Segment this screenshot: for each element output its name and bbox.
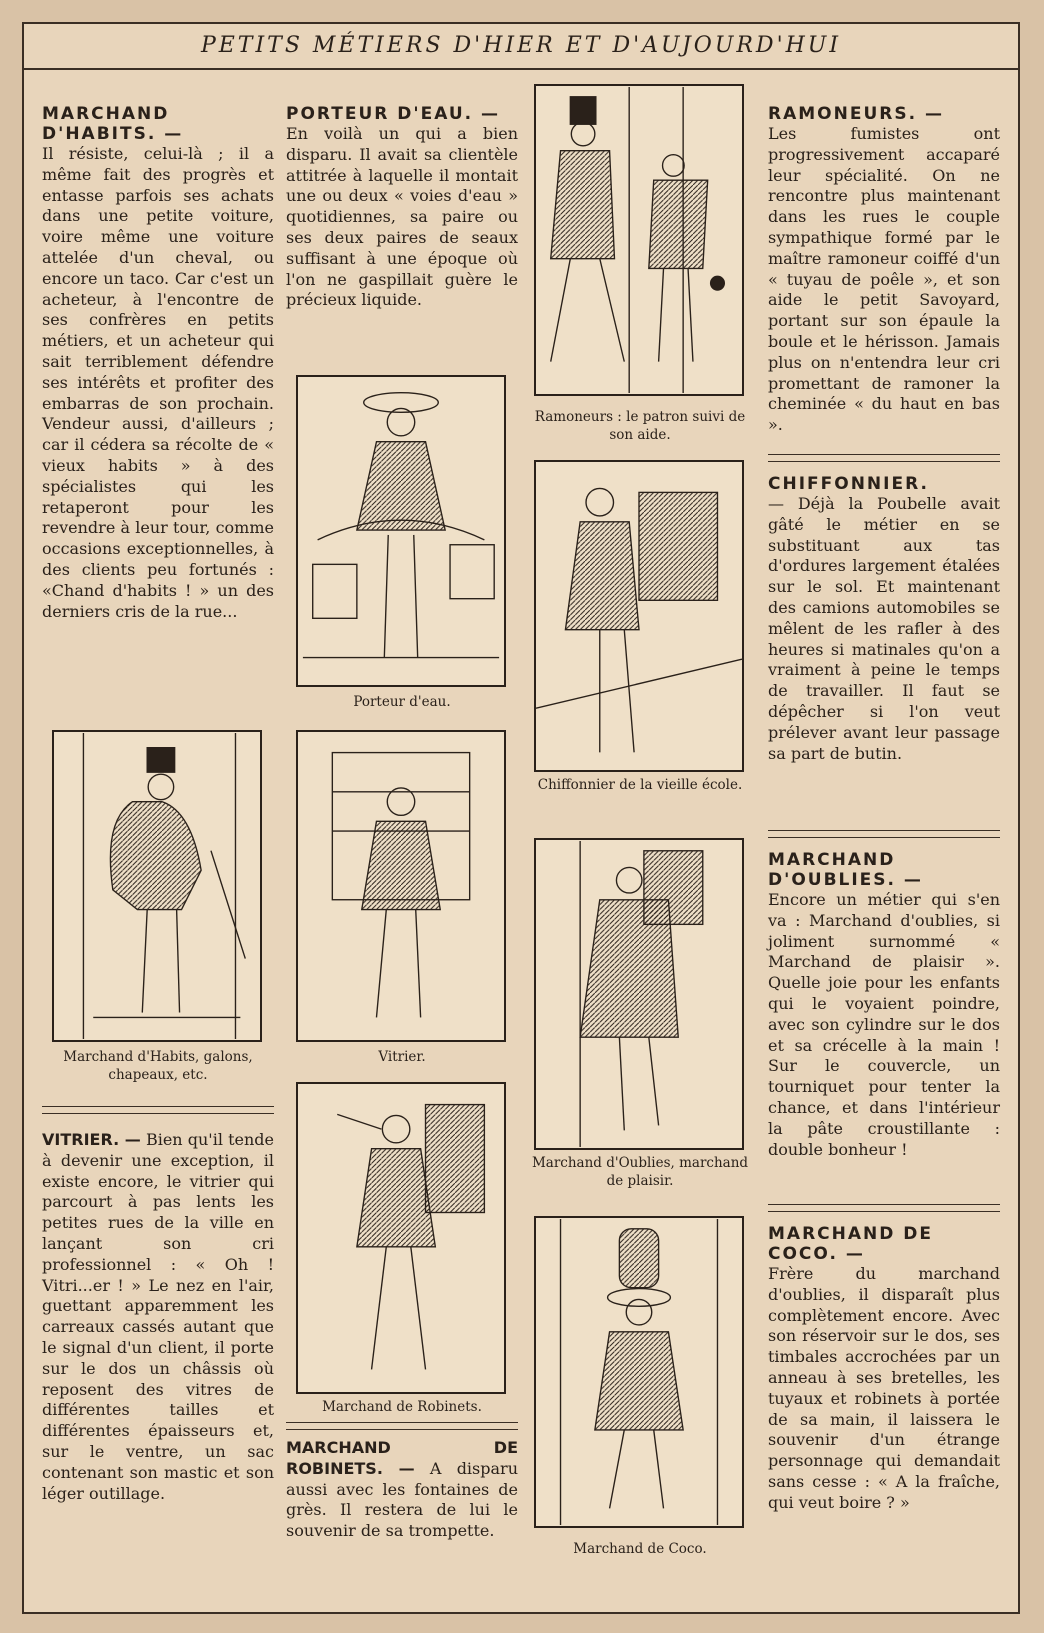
page: [22, 22, 1020, 1614]
engraving-image: [298, 732, 504, 1040]
article-title: VITRIER. —: [42, 1130, 141, 1149]
page-title: PETITS MÉTIERS D'HIER ET D'AUJOURD'HUI: [200, 33, 842, 58]
caption-marchand-habits: Marchand d'Habits, galons, chapeaux, etc.: [63, 1049, 253, 1083]
article-title: MARCHAND DE ROBINETS. —: [286, 1438, 518, 1478]
separator: [768, 454, 1000, 462]
engraving-image: [298, 1084, 504, 1392]
article-porteur-eau: [286, 104, 518, 311]
article-chiffonnier: [768, 474, 1000, 764]
caption-vitrier: Vitrier.: [378, 1049, 426, 1065]
article-title: RAMONEURS. —: [768, 104, 944, 124]
article-marchand-coco: [768, 1224, 1000, 1514]
separator: [42, 1106, 274, 1114]
article-ramoneurs: [768, 104, 1000, 436]
caption-marchand-oublies: Marchand d'Oublies, marchand de plaisir.: [531, 1155, 749, 1189]
illustration-marchand-coco: [534, 1216, 744, 1528]
caption-marchand-robinets: Marchand de Robinets.: [322, 1399, 482, 1415]
article-text: Frère du marchand d'oublies, il disparaît plus complètement encore. Avec son réservoir sur le dos, ses timbales accrochées par un anneau à ses bretelles, les tuyaux et robinets à portée de sa main, il laissera le souvenir d'un étrange personnage qui demandait sans cesse : « A la fraîche, qui veut boire ? »: [768, 1264, 1000, 1512]
engraving-image: [536, 1218, 742, 1526]
article-body: Bien qu'il tende à devenir une exception, il existe encore, le vitrier qui parcourt à pas lents les petites rues de la ville en lançant son cri professionnel : « Oh ! Vitri...er ! » Le nez en l'air, guettant apparemment les carreaux cassés autant que le signal d'un client, il porte sur le dos un châssis où reposent des vitres de différentes tailles et différentes épaisseurs et, sur le ventre, un sac contenant son mastic et son léger outillage.: [42, 1130, 274, 1503]
article-text: [286, 1438, 518, 1542]
engraving-image: [536, 462, 742, 770]
article-marchand-oublies: [768, 850, 1000, 1160]
caption-ramoneurs: Ramoneurs : le patron suivi de son aide.: [534, 409, 746, 443]
article-text: En voilà un qui a bien disparu. Il avait sa clientèle attitrée à laquelle il montait une ou deux « voies d'eau » quotidiennes, sa paire ou ses deux paires de seaux suffisant à une époque où l'on ne gaspillait guère le précieux liquide.: [286, 124, 518, 310]
article-title: MARCHAND D'HABITS. —: [42, 104, 184, 144]
engraving-image: [536, 86, 742, 394]
illustration-marchand-oublies: [534, 838, 744, 1150]
article-marchand-robinets: [286, 1438, 518, 1542]
illustration-chiffonnier: [534, 460, 744, 772]
article-vitrier: [42, 1130, 274, 1504]
separator: [286, 1422, 518, 1430]
article-title: CHIFFONNIER.: [768, 474, 929, 494]
article-text: [42, 1130, 274, 1504]
caption-porteur-eau: Porteur d'eau.: [353, 694, 451, 710]
illustration-vitrier: [296, 730, 506, 1042]
separator: [768, 830, 1000, 838]
caption-marchand-coco: Marchand de Coco.: [573, 1541, 707, 1557]
illustration-ramoneurs: [534, 84, 744, 396]
separator: [768, 1204, 1000, 1212]
article-marchand-habits: [42, 104, 274, 622]
engraving-image: [298, 377, 504, 685]
article-body: A disparu aussi avec les fontaines de grès. Il restera de lui le souvenir de sa trompette.: [286, 1458, 518, 1541]
article-title: MARCHAND DE COCO. —: [768, 1224, 934, 1264]
article-text: Les fumistes ont progressivement accaparé leur spécialité. On ne rencontre plus maintenant dans les rues le couple sympathique formé par le maître ramoneur coiffé d'un « tuyau de poêle », et son aide le petit Savoyard, portant sur son épaule la boule et le hérisson. Jamais plus on n'entendra leur cri promettant de ramoner la cheminée « du haut en bas ».: [768, 124, 1000, 435]
illustration-marchand-robinets: [296, 1082, 506, 1394]
engraving-image: [54, 732, 260, 1040]
illustration-porteur-eau: [296, 375, 506, 687]
article-title: MARCHAND D'OUBLIES. —: [768, 850, 923, 890]
article-text: Encore un métier qui s'en va : Marchand d'oublies, si joliment surnommé « Marchand de plaisir ». Quelle joie pour les enfants qui le voyaient poindre, avec son cylindre sur le dos et sa crécelle à la main ! Sur le couvercle, un tourniquet pour tenter la chance, et dans l'intérieur la pâte croustillante : double bonheur !: [768, 890, 1000, 1159]
page-header: [24, 24, 1018, 70]
illustration-marchand-habits: [52, 730, 262, 1042]
article-text: — Déjà la Poubelle avait gâté le métier en se substituant aux tas d'ordures largement étalées sur le sol. Et maintenant des camions automobiles se mêlent de les rafler à des heures si matinales qu'on a vraiment à peine le temps de travailler. Il faut se dépêcher si l'on veut prélever avant leur passage sa part de butin.: [768, 494, 1000, 763]
article-text: Il résiste, celui-là ; il a même fait des progrès et entasse parfois ses achats dans une petite voiture, voire même une voiture attelée d'un cheval, ou encore un taco. Car c'est un acheteur, à l'encontre de ses confrères en petits métiers, et un acheteur qui sait terriblement défendre ses intérêts et profiter des embarras de son prochain. Vendeur aussi, d'ailleurs ; car il cédera sa récolte de « vieux habits » à des spécialistes qui les retaperont pour les revendre à leur tour, comme occasions exceptionnelles, à des clients peu fortunés : «Chand d'habits ! » un des derniers cris de la rue...: [42, 144, 274, 621]
caption-chiffonnier: Chiffonnier de la vieille école.: [537, 777, 743, 793]
article-title: PORTEUR D'EAU. —: [286, 104, 501, 124]
engraving-image: [536, 840, 742, 1148]
